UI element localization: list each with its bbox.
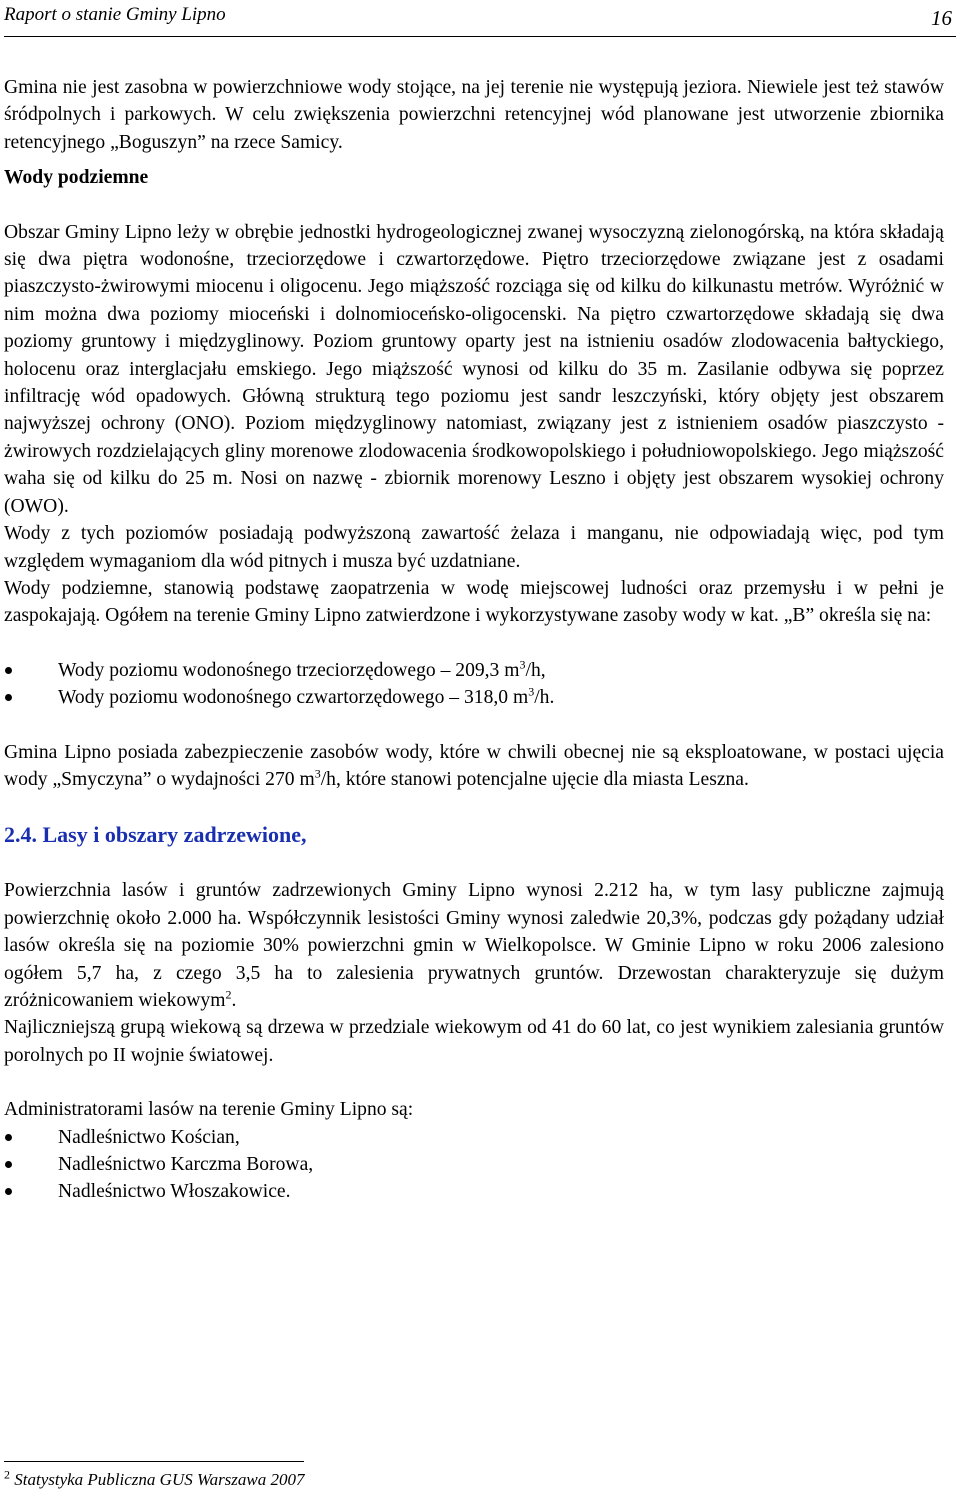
list-item: Nadleśnictwo Włoszakowice. [4,1178,944,1205]
bullet-icon [5,694,12,701]
heading-groundwater: Wody podziemne [4,167,149,189]
page-number: 16 [931,6,952,30]
paragraph-administrators-intro: Administratorami lasów na terenie Gminy Lipno są: [4,1099,414,1121]
section-heading-forests: 2.4. Lasy i obszary zadrzewione, [4,822,307,848]
forest-administrators-list [4,1124,944,1206]
list-item: Wody poziomu wodonośnego trzeciorzędowego – 209,3 $m^3/h$, [4,657,944,684]
paragraph-water-quality: Wody z tych poziomów posiadają podwyższoną zawartość żelaza i manganu, nie odpowiadają więc, pod tym względem wymaganiom dla wód pitnych i musza być uzdatniane. [4,523,944,572]
bullet-icon [5,1188,12,1195]
paragraph-age-groups: Najliczniejszą grupą wiekową są drzewa w przedziale wiekowym od 41 do 60 lat, co jest wynikiem zalesiania gruntów porolnych po II wojnie światowej. [4,1017,944,1066]
page-header [4,2,956,37]
paragraph-surface-water: Gmina nie jest zasobna w powierzchniowe wody stojące, na jej terenie nie występują jeziora. Niewiele jest też stawów śródpolnych i parkowych. W celu zwiększenia powierzchni retencyjnej wód planowane jest utworzenie zbiornika retencyjnego „Boguszyn” na rzece Samicy. [4,77,944,153]
paragraph-forest-area: Powierzchnia lasów i gruntów zadrzewionych Gminy Lipno wynosi 2.212 ha, w tym lasy publiczne zajmują powierzchnię około 2.000 ha. Współczynnik lesistości Gminy wynosi zaledwie 20,3%, podczas gdy pożądany udział lasów określa się na poziomie 30% powierzchni gmin w Wielkopolsce. W Gminie Lipno w roku 2006 zalesiono ogółem 5,7 ha, z czego 3,5 ha to zalesienia prywatnych gruntów. Drzewostan charakteryzuje się dużym zróżnicowaniem wiekowym$^2$. [4,880,944,1011]
list-item: Nadleśnictwo Karczma Borowa, [4,1151,944,1178]
paragraph-hydrogeology: Obszar Gminy Lipno leży w obrębie jednostki hydrogeologicznej zwanej wysoczyzną zielonogórską, na która składają się dwa piętra wodonośne, trzeciorzędowe i czwartorzędowe. Piętro trzeciorzędowe związane jest z osadami piaszczysto-żwirowymi miocenu i oligocenu. Jego miąższość rozciąga się od kilku do kilkunastu metrów. Wyróżnić w nim można dwa poziomy mioceński i dolnomioceńsko-oligocenski. Na piętro czwartorzędowe składają się dwa poziomy gruntowy i międzyglinowy. Poziom gruntowy oparty jest na istnieniu osadów zlodowacenia bałtyckiego, holocenu oraz interglacjału emskiego. Jego miąższość wynosi od kilku do 35 m. Zasilanie odbywa się poprzez infiltrację wód opadowych. Główną strukturą tego poziomu jest sandr leszczyński, który objęty jest obszarem najwyższej ochrony (ONO). Poziom międzyglinowy natomiast, związany jest z istnieniem osadów piaszczysto - żwirowych rozdzielających gliny morenowe zlodowacenia środkowopolskiego i południowopolskiego. Jego miąższość waha się od kilku do 25 m. Nosi on nazwę - zbiornik morenowy Leszno i objęty jest obszarem wysokiej ochrony (OWO). [4,221,944,517]
list-item: Wody poziomu wodonośnego czwartorzędowego – 318,0 $m^3/h$. [4,684,944,711]
document-body [4,74,944,1206]
list-item: Nadleśnictwo Kościan, [4,1124,944,1151]
bullet-icon [5,667,12,674]
footnote-divider [4,1461,304,1462]
paragraph-water-supply: Wody podziemne, stanowią podstawę zaopatrzenia w wodę miejscowej ludności oraz przemysłu i w pełni je zaspokajają. Ogółem na terenie Gminy Lipno zatwierdzone i wykorzystywane zasoby wody w kat. „B” określa się na: [4,577,944,627]
water-resources-list [4,657,944,712]
report-title: Raport o stanie Gminy Lipno [4,4,226,25]
footnote: $^2$ Statystyka Publiczna GUS Warszawa 2007 [4,1467,305,1489]
bullet-icon [5,1134,12,1141]
paragraph-reserve-intake: Gmina Lipno posiada zabezpieczenie zasobów wody, które w chwili obecnej nie są eksploatowane, w postaci ujęcia wody „Smyczyna” o wydajności 270 $m^3/h$, które stanowi potencjalne ujęcie dla miasta Leszna. [4,741,944,790]
bullet-icon [5,1161,12,1168]
